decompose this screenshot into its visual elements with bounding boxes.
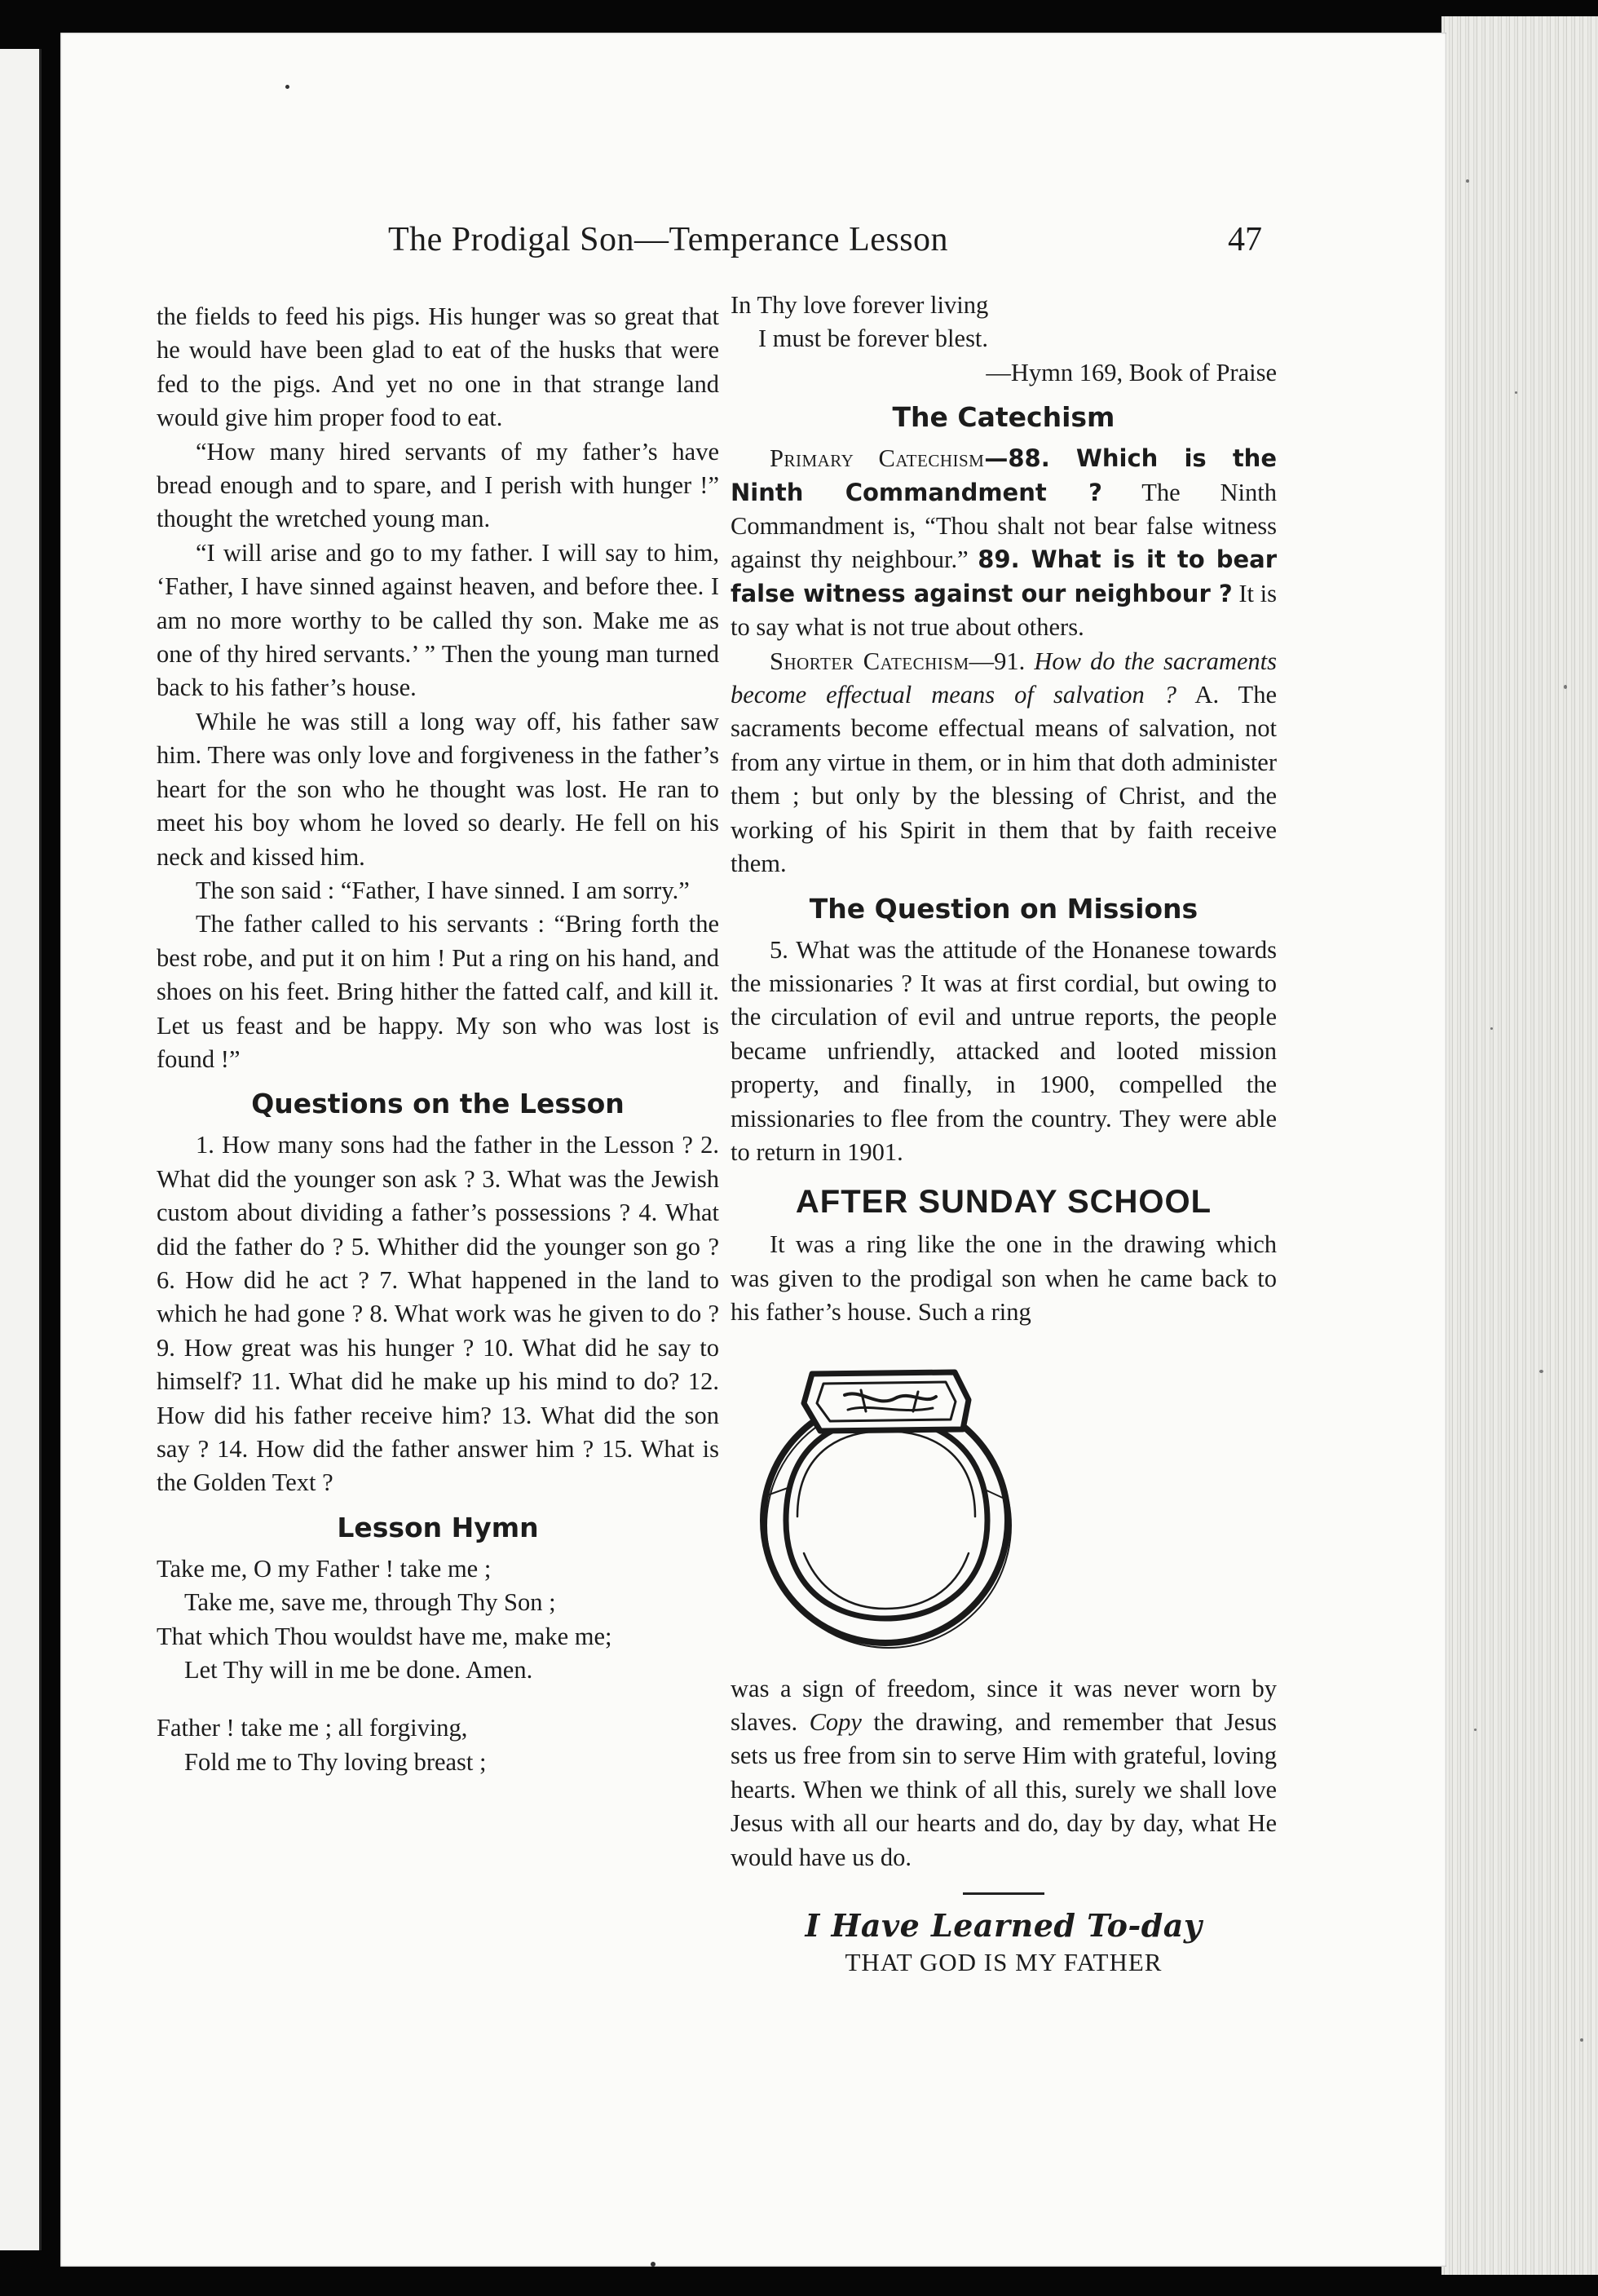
paragraph: “How many hired servants of my father’s have bread enough and to spare, and I perish with hunger !” thought the wretched young man. [157, 437, 719, 533]
hymn-line: Take me, save me, through Thy Son ; [184, 1588, 556, 1617]
ring-drawing [755, 1349, 1024, 1651]
dust-speck [285, 85, 289, 89]
hymn-stanza-2 [157, 1711, 719, 1779]
hymn-line: Let Thy will in me be done. Amen. [184, 1656, 533, 1684]
facing-page-edge [0, 49, 42, 2250]
hymn-stanza-1 [157, 1552, 719, 1688]
running-head: The Prodigal Son—Temperance Lesson [388, 221, 949, 258]
paragraph: The father called to his servants : “Bring forth the best robe, and put it on him ! Put a ring on his hand, and shoes on his feet. Bring hither the fatted calf, and kill it. Let us feast and be happy. My son who was lost is found !” [157, 910, 719, 1073]
missions-heading: The Question on Missions [809, 892, 1198, 925]
after-text-2 [731, 1672, 1277, 1874]
shorter-question: How do the sacraments become effectual means of salvation ? [731, 647, 1277, 709]
hymn-line: I must be forever blest. [758, 325, 989, 353]
learned-today-title: I Have Learned To-day [805, 1907, 1203, 1944]
hymn-line: Take me, O my Father ! take me ; [157, 1554, 492, 1583]
questions-heading: Questions on the Lesson [251, 1088, 625, 1120]
after-text-1: It was a ring like the one in the drawing which was given to the prodigal son when he came back to his father’s house. Such a ring [731, 1230, 1277, 1327]
questions-text: 1. How many sons had the father in the Lesson ? 2. What did the younger son ask ? 3. What was the Jewish custom about dividing a father’s possessions ? 4. What did the father do ? 5. Whither did the younger son go ? 6. How did he act ? 7. What happened in the land to which he had gone ? 8. What work was he given to do ? 9. How great was his hunger ? 10. What did he say to himself? 11. What did he make up his mind to do? 12. How did his father receive him? 13. What did the son say ? 14. How did the father answer him ? 15. What is the Golden Text ? [157, 1131, 719, 1497]
primary-question-89: 89. What is it to bear false witness against our neighbour ? [731, 545, 1278, 607]
shorter-number: —91. [969, 647, 1026, 675]
catechism-heading: The Catechism [892, 401, 1115, 434]
shorter-answer: A. The sacraments become effectual means of salvation, not from any virtue in them, or in him that doth administer them ; but only by the blessing of Christ, and the working of his Spirit in them that by faith receive them. [731, 681, 1277, 878]
right-column [731, 289, 1277, 1979]
hymn-line: In Thy love forever living [731, 291, 989, 319]
primary-answer-89: It is to say what is not true about others. [731, 579, 1277, 642]
paragraph: The son said : “Father, I have sinned. I am sorry.” [196, 876, 690, 904]
after-text-2-end: the drawing, and remember that Jesus sets us free from sin to serve Him with grateful, loving hearts. When we think of all this, surely we shall love Jesus with all our hearts and do, day by day, what He would have us do. [731, 1707, 1278, 1871]
hymn-line: That which Thou wouldst have me, make me; [157, 1622, 612, 1650]
hymn-line: Father ! take me ; all forgiving, [157, 1714, 468, 1742]
primary-catechism-label: Primary Catechism [770, 444, 985, 473]
shorter-catechism-label: Shorter Catechism [770, 647, 969, 675]
primary-catechism [731, 442, 1277, 644]
missions-text: 5. What was the attitude of the Honanese towards the missionaries ? It was at first cordial, but owing to the circulation of evil and untrue reports, the people became unfriendly, attacked and looted mission property, and finally, in 1900, compelled the missionaries to flee from the country. They were able to return in 1901. [731, 935, 1277, 1166]
paragraph: While he was still a long way off, his father saw him. There was only love and forgiveness in the father’s heart for the son who he thought was lost. He ran to meet his boy whom he loved so dearly. He fell on his neck and kissed him. [157, 707, 719, 871]
dust-speck [651, 2262, 656, 2267]
shorter-catechism [731, 645, 1277, 881]
after-text-2-start: was a sign of freedom, since it was never worn by slaves. [731, 1674, 1277, 1736]
divider-rule [963, 1892, 1044, 1895]
paragraph: “I will arise and go to my father. I will say to him, ‘Father, I have sinned against heaven, and before thee. I am no more worthy to be called thy son. Make me as one of thy hired servants.’ ” Then the young man turned back to his father’s house. [157, 538, 719, 702]
ring-illustration [755, 1349, 1024, 1651]
left-column [157, 300, 719, 1779]
learned-today-subtitle: THAT GOD IS MY FATHER [845, 1948, 1163, 1976]
page-number: 47 [1228, 221, 1262, 258]
hymn-heading: Lesson Hymn [337, 1511, 539, 1543]
after-text-2-copy: Copy [809, 1707, 862, 1736]
paragraph: the fields to feed his pigs. His hunger was so great that he would have been glad to eat of the husks that were fed to the pigs. And yet no one in that strange land would give him proper food to eat. [157, 302, 719, 432]
book-page-edges [1441, 16, 1598, 2275]
primary-question-88: —88. Which is the Ninth Commandment ? [731, 444, 1277, 506]
primary-answer-88: The Ninth Commandment is, “Thou shalt not bear false witness against thy neighbour.” [731, 478, 1277, 574]
hymn-line: Fold me to Thy loving breast ; [184, 1747, 487, 1776]
hymn-attribution: —Hymn 169, Book of Praise [986, 358, 1277, 386]
after-sunday-school-heading: AFTER SUNDAY SCHOOL [795, 1184, 1212, 1221]
